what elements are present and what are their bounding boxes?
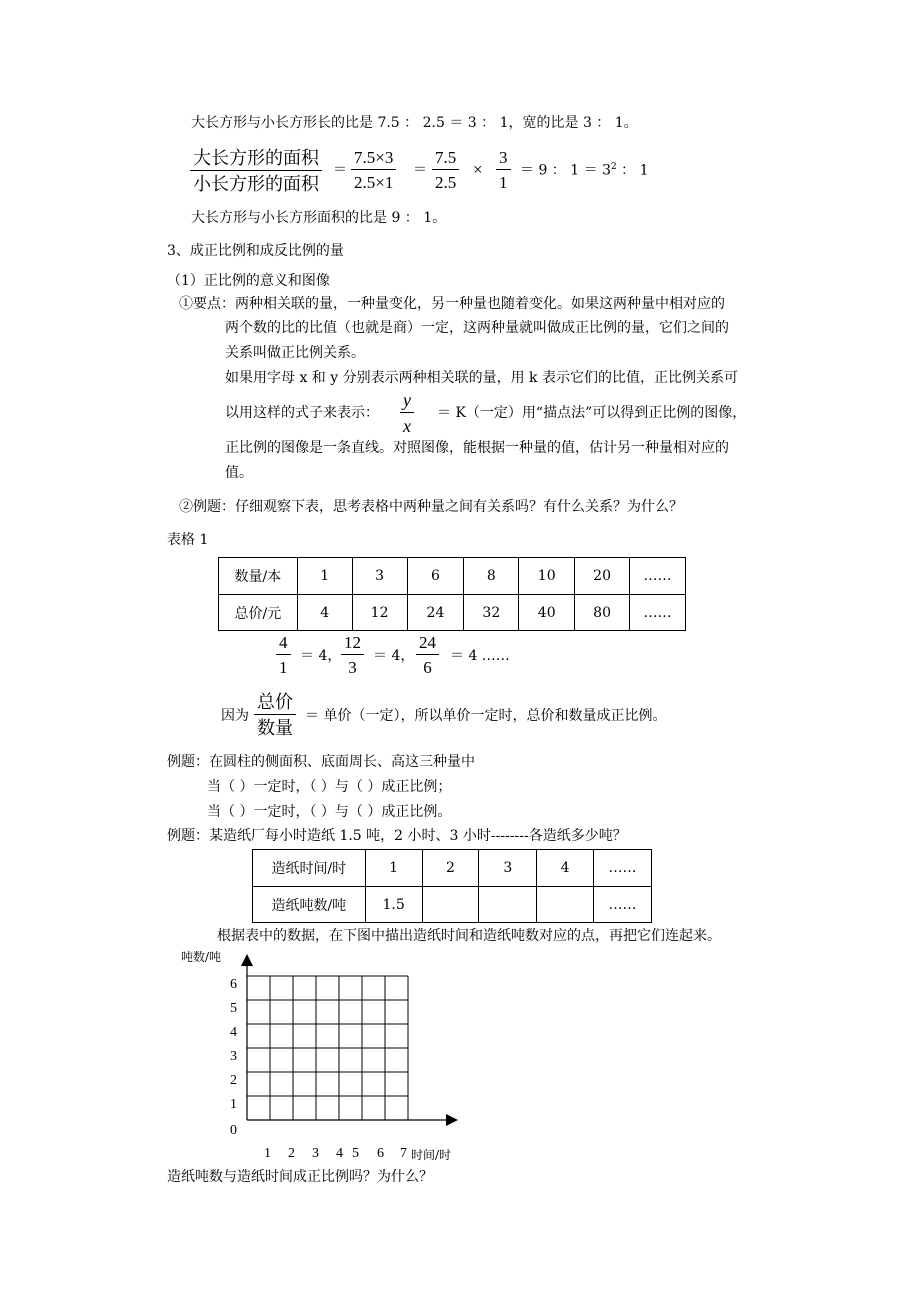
final-question: 造纸吨数与造纸时间成正比例吗？为什么？: [167, 1169, 433, 1185]
x-axis-label: 时间/时: [411, 1148, 452, 1162]
example-2-line-2: 当（ ）一定时，（ ）与（ ）成正比例；: [207, 779, 452, 795]
table-2: [252, 849, 652, 923]
intro-line-3: 大长方形与小长方形面积的比是 9 ： 1。: [191, 210, 447, 226]
x-tick: 6: [377, 1146, 384, 1161]
quotient-4-1: $\frac{4}{1}$: [276, 634, 291, 676]
origin-label: 0: [230, 1123, 237, 1138]
area-fraction: 大长方形的面积 小长方形的面积: [190, 149, 322, 193]
y-over-x-fraction: $\frac{y}{x}$: [400, 391, 414, 435]
table-1: [218, 557, 686, 631]
length-fraction: $\frac{7.5}{2.5}$: [432, 149, 459, 191]
y-tick: 3: [230, 1049, 237, 1064]
point-1-line-7: 值。: [225, 465, 253, 481]
x-tick: 1: [264, 1146, 271, 1161]
x-tick: 2: [288, 1146, 295, 1161]
table-row: 数量/本 1 3 6 8 10 20 ……: [219, 558, 686, 595]
point-2: ②例题：仔细观察下表，思考表格中两种量之间有关系吗？有什么关系？为什么？: [179, 499, 683, 515]
point-1-line-6: 正比例的图像是一条直线。对照图像，能根据一种量的值，估计另一种量相对应的: [225, 440, 729, 456]
intro-line-1: 大长方形与小长方形长的比是 7.5 ： 2.5 ＝ 3 ： 1，宽的比是 3 ： 1。: [191, 115, 638, 131]
table-row: 造纸吨数/吨 1.5 ……: [253, 887, 652, 923]
x-tick: 5: [352, 1146, 359, 1161]
y-tick: 2: [230, 1073, 237, 1088]
section-title: 3、成正比例和成反比例的量: [167, 243, 344, 259]
table-row: 造纸时间/时 1 2 3 4 ……: [253, 850, 652, 887]
y-axis-label: 吨数/吨: [181, 950, 222, 964]
y-tick: 5: [230, 1001, 237, 1016]
y-tick: 1: [230, 1097, 237, 1112]
because-pre: 因为: [221, 708, 249, 724]
ratio-result: ＝ 9 ： $1 = 3^2$ ： 1: [520, 162, 649, 179]
point-1-line-3: 关系叫做正比例关系。: [225, 345, 365, 361]
subsection-title: （1）正比例的意义和图像: [167, 273, 330, 289]
width-fraction: $\frac{3}{1}$: [496, 149, 511, 191]
y-tick: 4: [230, 1025, 237, 1040]
table-1-caption: 表格 1: [167, 532, 209, 548]
quotient-12-3: $\frac{12}{3}$: [341, 634, 364, 676]
example-3-title: 例题：某造纸厂每小时造纸 1.5 吨，2 小时、3 小时--------各造纸多少吨？: [167, 828, 627, 844]
point-1-line-1: ①要点：两种相关联的量，一种量变化，另一种量也随着变化。如果这两种量中相对应的: [179, 296, 725, 312]
point-1-line-5-post: ＝ K（一定）用“描点法”可以得到正比例的图像，: [437, 405, 747, 421]
plot-grid: [240, 950, 462, 1135]
point-1-line-4: 如果用字母 x 和 y 分别表示两种相关联的量，用 k 表示它们的比值，正比例关系可: [225, 370, 738, 386]
example-3-instruction: 根据表中的数据，在下图中描出造纸时间和造纸吨数对应的点，再把它们连起来。: [217, 928, 721, 944]
point-1-line-5-pre: 以用这样的式子来表示：: [225, 405, 379, 421]
quotient-24-6: $\frac{24}{6}$: [416, 634, 439, 676]
x-tick: 7: [400, 1146, 407, 1161]
example-2-line-3: 当（ ）一定时，（ ）与（ ）成正比例。: [207, 804, 452, 820]
total-over-quantity-fraction: 总价 数量: [254, 693, 296, 737]
x-tick: 3: [312, 1146, 319, 1161]
product-fraction: $\frac{7.5\times 3}{2.5\times 1}$: [351, 149, 396, 191]
y-tick: 6: [230, 977, 237, 992]
x-tick: 4: [336, 1146, 343, 1161]
table-row: 总价/元 4 12 24 32 40 80 ……: [219, 595, 686, 631]
example-2-line-1: 例题：在圆柱的侧面积、底面周长、高这三种量中: [167, 754, 475, 770]
because-post: ＝ 单价（一定），所以单价一定时，总价和数量成正比例。: [305, 708, 667, 724]
point-1-line-2: 两个数的比的比值（也就是商）一定，这两种量就叫做成正比例的量，它们之间的: [225, 320, 729, 336]
